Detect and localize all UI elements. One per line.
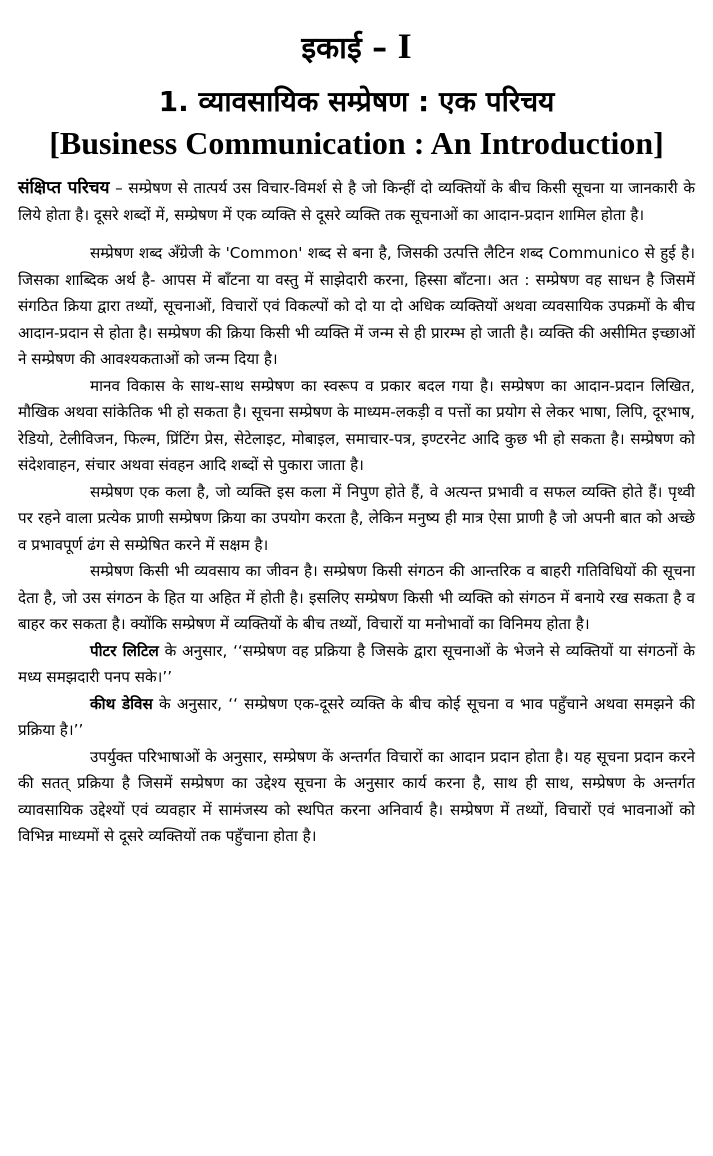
paragraph-etymology: सम्प्रेषण शब्द अँग्रेजी के 'Common' शब्द से बना है, जिसकी उत्पत्ति लैटिन शब्द Communico से हुई है। जिसका शाब्दिक अर्थ है- आपस में बाँटना या वस्तु में साझेदारी करना, हिस्सा बाँटना। अत : सम्प्रेषण वह साधन है जिसमें संगठित क्रिया द्वारा तथ्यों, सूचनाओं, विचारों एवं विकल्पों को दो या दो अधिक व्यक्तियों अथवा व्यवसायिक उपक्रमों के बीच आदान-प्रदान से होता है। सम्प्रेषण की क्रिया किसी भी व्यक्ति में जन्म से ही प्रारम्भ हो जाती है। व्यक्ति की असीमित इच्छाओं ने सम्प्रेषण की आवश्यकताओं को जन्म दिया है।	[18, 244, 695, 368]
paragraph-art: सम्प्रेषण एक कला है, जो व्यक्ति इस कला में निपुण होते हैं, वे अत्यन्त प्रभावी व सफल व्यक्ति होते हैं। पृथ्वी पर रहने वाला प्रत्येक प्राणी सम्प्रेषण क्रिया का उपयोग करता है, लेकिन मनुष्य ही मात्र ऐसा प्राणी है जो अपनी बात को अच्छे व प्रभावपूर्ण ढंग से सम्प्रेषित करने में सक्षम है।	[18, 482, 695, 554]
unit-label: इकाई –	[301, 31, 398, 66]
definition-keith-davis	[18, 691, 695, 744]
author-keith-davis: कीथ डेविस	[90, 694, 153, 713]
author-peter-little: पीटर लिटिल	[90, 641, 159, 660]
summary-text: – सम्प्रेषण से तात्पर्य उस विचार-विमर्श से है जो किन्हीं दो व्यक्तियों के बीच किसी सूचना या जानकारी के लिये होता है। दूसरे शब्दों में, सम्प्रेषण में एक व्यक्ति से दूसरे व्यक्ति तक सूचनाओं का आदान-प्रदान शामिल होता है।	[18, 179, 695, 224]
definition-keith-davis-text: के अनुसार, ‘‘ सम्प्रेषण एक-दूसरे व्यक्ति के बीच कोई सूचना व भाव पहुँचाने अथवा समझने की प्रक्रिया है।’’	[18, 694, 695, 739]
chapter-title-english: [Business Communication : An Introduction]	[49, 125, 664, 161]
unit-heading	[18, 24, 695, 71]
paragraph-conclusion: उपर्युक्त परिभाषाओं के अनुसार, सम्प्रेषण कें अन्तर्गत विचारों का आदान प्रदान होता है। यह सूचना प्रदान करने की सतत् प्रक्रिया है जिसमें सम्प्रेषण का उद्देश्य सूचना के अनुसार कार्य करना है, साथ ही साथ, सम्प्रेषण के अन्तर्गत व्यावसायिक उद्देश्यों एवं व्यवहार में सामंजस्य को स्थपित करना अनिवार्य है। सम्प्रेषण में तथ्यों, विचारों एवं भावनाओं को विभिन्न माध्यमों से दूसरे व्यक्तियों तक पहुँचाना होता है।	[18, 747, 695, 845]
paragraph-summary	[18, 175, 695, 228]
paragraph-evolution: मानव विकास के साथ-साथ सम्प्रेषण का स्वरूप व प्रकार बदल गया है। सम्प्रेषण का आदान-प्रदान लिखित, मौखिक अथवा सांकेतिक भी हो सकता है। सूचना सम्प्रेषण के माध्यम-लकड़ी व पत्तों का प्रयोग से लेकर भाषा, लिपि, दूरभाष, रेडियो, टेलीविजन, फिल्म, प्रिंटिंग प्रेस, सेटेलाइट, मोबाइल, समाचार-पत्र, इण्टरनेट आदि कुछ भी हो सकता है। सम्प्रेषण को संदेशवाहन, संचार अथवा संवहन आदि शब्दों से पुकारा जाता है।	[18, 376, 695, 474]
definition-peter-little	[18, 638, 695, 691]
unit-number: I	[397, 26, 412, 66]
definition-peter-little-text: के अनुसार, ‘‘सम्प्रेषण वह प्रक्रिया है जिसके द्वारा सूचनाओं के भेजने से व्यक्तियों या संगठनों के मध्य समझदारी पनप सके।’’	[18, 641, 695, 686]
paragraph-business-life: सम्प्रेषण किसी भी व्यवसाय का जीवन है। सम्प्रेषण किसी संगठन की आन्तरिक व बाहरी गतिविधियों की सूचना देता है, जो उस संगठन के हित या अहित में होती है। इसलिए सम्प्रेषण किसी भी व्यक्ति को संगठन में बनाये रख सकता है व बाहर कर सकता है। क्योंकि सम्प्रेषण में व्यक्तियों के बीच तथ्यों, विचारों या मनोभावों का विनिमय होता है।	[18, 562, 695, 633]
summary-lead: संक्षिप्त परिचय	[18, 178, 110, 198]
chapter-title-hindi: 1. व्यावसायिक सम्प्रेषण : एक परिचय	[158, 85, 555, 118]
